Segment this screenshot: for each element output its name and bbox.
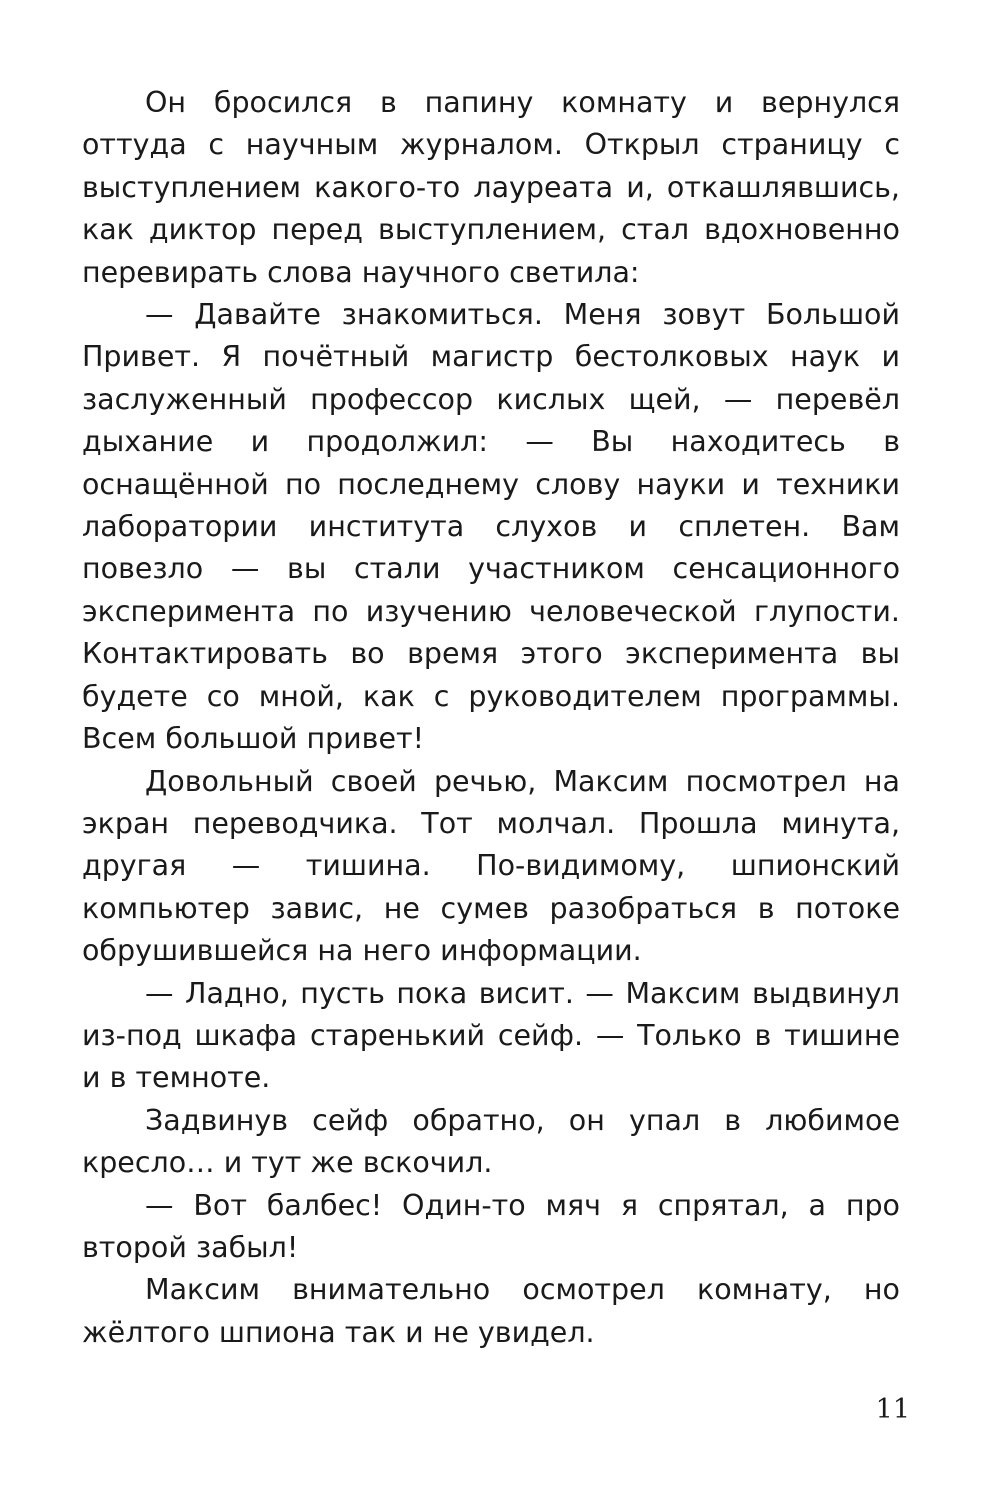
- paragraph-5: Задвинув сейф обратно, он упал в любимое кресло… и тут же вскочил.: [82, 1103, 900, 1180]
- paragraph-2: — Давайте знакомиться. Меня зовут Большой Привет. Я почётный магистр бестолковых наук и заслуженный профессор кислых щей, — перевёл дыхание и продолжил: — Вы находитесь в оснащённой по последнему слову науки и техники лаборатории института слухов и сплетен. Вам повезло — вы стали участником сенсационного эксперимента по изучению человеческой глупости. Контактировать во время этого эксперимента вы будете со мной, как с руководителем программы. Всем большой привет!: [82, 298, 900, 756]
- paragraph-7: Максим внимательно осмотрел комнату, но жёлтого шпиона так и не увидел.: [82, 1273, 900, 1349]
- body-text: [82, 82, 900, 1354]
- paragraph-1: Он бросился в папину комнату и вернулся оттуда с научным журналом. Открыл страницу с выступлением какого-то лауреата и, откашлявшись, как диктор перед выступлением, стал вдохновенно перевирать слова научного светила:: [82, 86, 900, 289]
- paragraph-4: — Ладно, пусть пока висит. — Максим выдвинул из-под шкафа старенький сейф. — Только в тишине и в темноте.: [82, 976, 900, 1095]
- page-number: 11: [875, 1394, 910, 1425]
- paragraph-6: — Вот балбес! Один-то мяч я спрятал, а про второй забыл!: [82, 1188, 900, 1264]
- paragraph-3: Довольный своей речью, Максим посмотрел на экран переводчика. Тот молчал. Прошла минута, другая — тишина. По-видимому, шпионский компьютер завис, не сумев разобраться в потоке обрушившейся на него информации.: [82, 764, 900, 968]
